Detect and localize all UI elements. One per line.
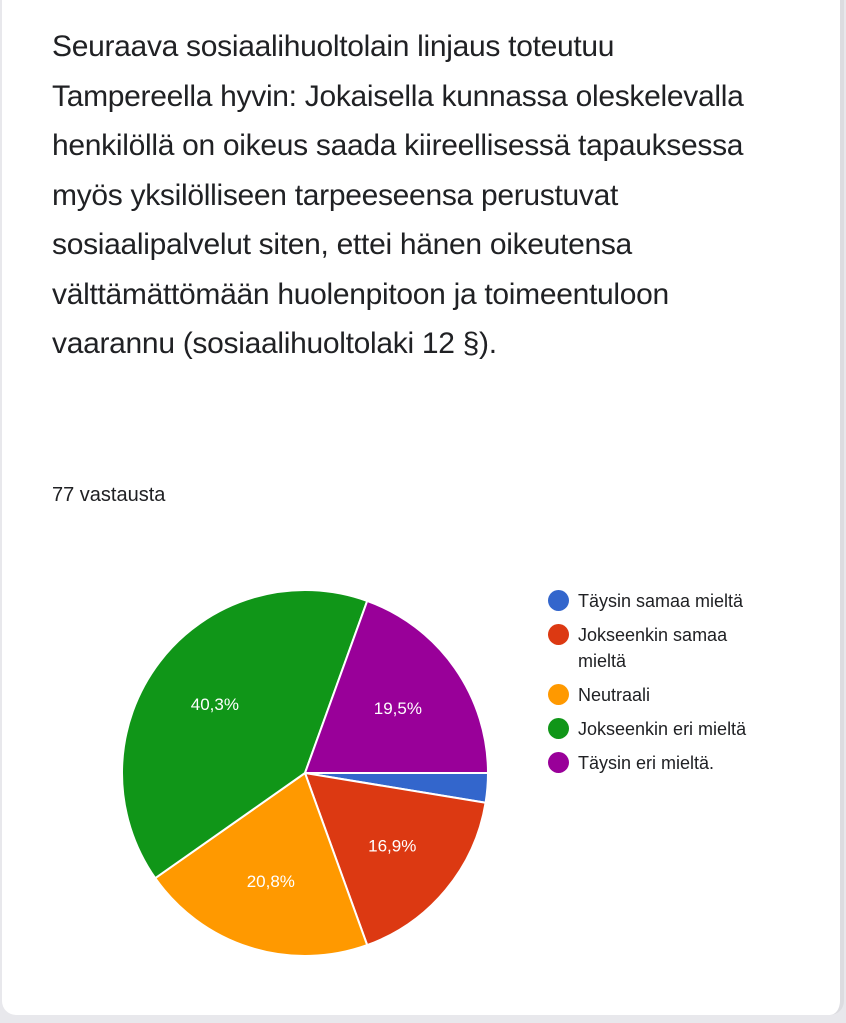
legend-label: Täysin eri mieltä. [578, 753, 715, 773]
slice-label: 16,9% [368, 836, 417, 856]
legend-label: Jokseenkin samaa mieltä [578, 625, 728, 671]
legend-swatch-icon [548, 718, 569, 739]
legend-swatch-icon [548, 624, 569, 645]
legend-label: Täysin samaa mieltä [578, 591, 744, 611]
slice-label: 40,3% [190, 695, 239, 715]
legend-swatch-icon [548, 590, 569, 611]
response-count: 77 vastausta [52, 484, 166, 506]
legend-swatch-icon [548, 752, 569, 773]
legend-item[interactable] [548, 716, 808, 742]
legend-label: Neutraali [578, 685, 651, 705]
legend-swatch-icon [548, 684, 569, 705]
slice-label: 19,5% [373, 698, 422, 718]
legend-item[interactable] [548, 588, 808, 614]
legend-label: Jokseenkin eri mieltä [578, 719, 747, 739]
question-title: Seuraava sosiaalihuoltolain linjaus toteutuu Tampereella hyvin: Jokaisella kunnassa oleskelevalla henkilöllä on oikeus saada kiireellisessä tapauksessa myös yksilölliseen tarpeeseensa perustuvat sosiaalipalvelut siten, ettei hänen oikeutensa välttämättömään huolenpitoon ja toimeentuloon vaarannu (sosiaalihuoltolaki 12 §). [52, 30, 744, 360]
slice-label: 20,8% [246, 872, 295, 892]
chart-legend [548, 588, 808, 784]
legend-item[interactable] [548, 622, 808, 674]
legend-item[interactable] [548, 682, 808, 708]
legend-item[interactable] [548, 750, 808, 776]
